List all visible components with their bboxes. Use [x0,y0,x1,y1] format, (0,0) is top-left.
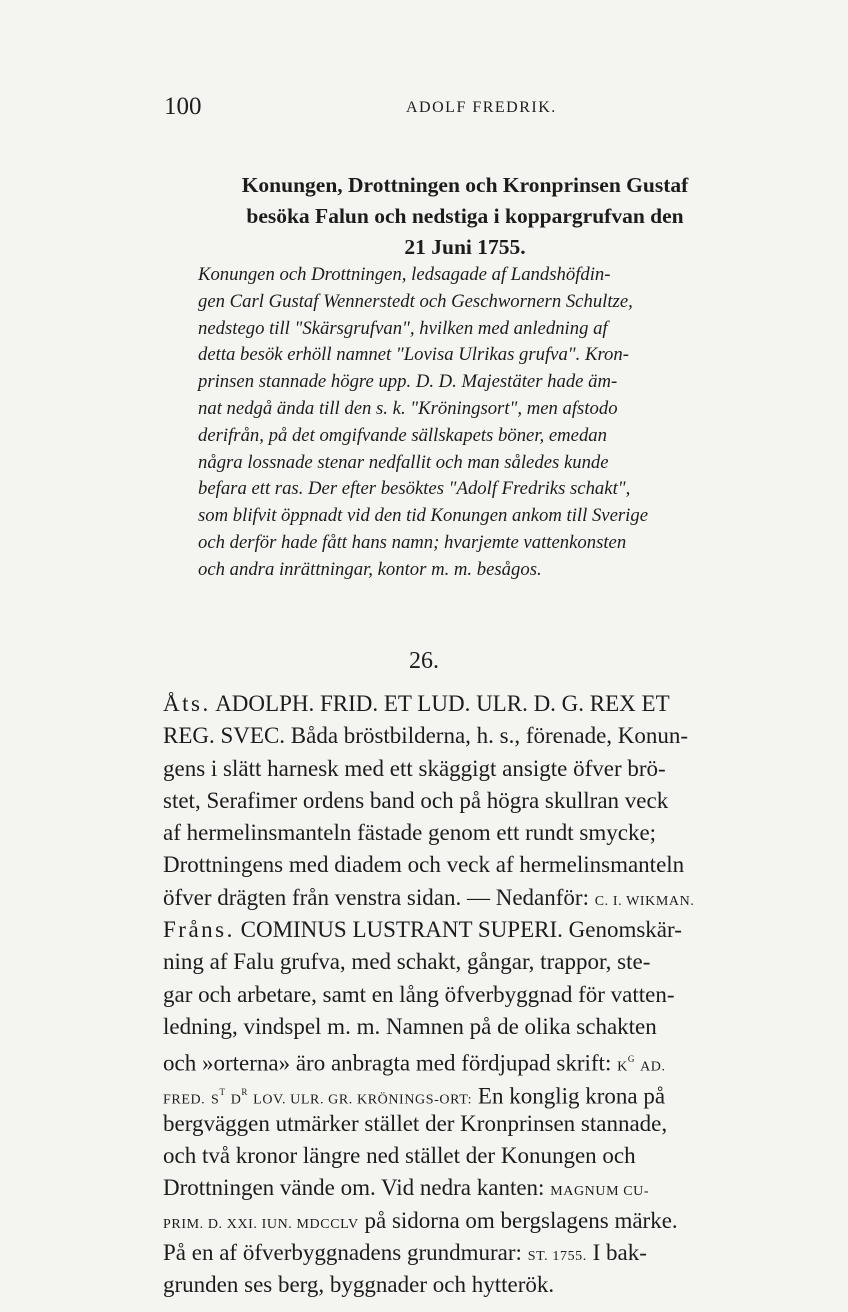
medal-description [163,688,828,1302]
reverse-line: grunden ses berg, byggnader och hytterök. [163,1272,555,1298]
reverse-label: Fråns. [163,917,235,943]
description-line: gen Carl Gustaf Wennerstedt och Geschwornern Schultze, [198,290,633,312]
obverse-legend-end: REG. SVEC. [163,723,286,749]
obverse-line: REG. SVEC. Båda bröstbilderna, h. s., förenade, Konun- [163,723,689,749]
obverse-line: öfver drägten från venstra sidan. — Nedanför: C. I. WIKMAN. [163,884,695,910]
heading-line: besöka Falun och nedstiga i koppargrufvan den [246,204,684,228]
description-line: Konungen och Drottningen, ledsagade af Landshöfdin- [198,264,611,285]
reverse-line: och två kronor längre ned stället der Konungen och [163,1143,636,1169]
reverse-line: ledning, vindspel m. m. Namnen på de olika schakten [163,1013,657,1039]
heading-line: 21 Juni 1755. [404,235,526,259]
obverse-line: af hermelinsmanteln fästade genom ett rundt smycke; [163,820,657,846]
description-line: som blifvit öppnadt vid den tid Konungen ankom till Sverige [198,505,648,527]
description-line: och andra inrättningar, kontor m. m. besågos. [198,558,542,580]
running-head [0,93,848,123]
description-line: befara ett ras. Der efter besöktes "Adolf Fredriks schakt", [198,478,631,500]
reverse-legend: COMINUS LUSTRANT SUPERI. [240,917,563,943]
reverse-line: Drottningen vände om. Vid nedra kanten: MAGNUM CU- [163,1175,650,1201]
reverse-line: FRED. $S^T$ $D^R$ LOV. ULR. GR. KRÖNINGS-ORT: En konglig krona på [163,1083,666,1109]
obverse-legend: ADOLPH. FRID. ET LUD. ULR. D. G. REX ET [215,691,670,716]
description-line: derifrån, på det omgifvande sällskapets böner, emedan [198,424,607,446]
heading-line: Konungen, Drottningen och Kronprinsen Gustaf [241,173,689,197]
event-description [198,262,758,584]
reverse-line: ning af Falu grufva, med schakt, gångar, trappor, ste- [163,949,651,975]
section-heading [200,170,730,263]
reverse-line: PRIM. D. XXI. IUN. MDCCLV på sidorna om bergslagens märke. [163,1207,678,1233]
obverse-line [163,688,828,720]
obverse-line: gens i slätt harnesk med ett skäggigt ansigte öfver brö- [163,755,666,781]
description-line: nat nedgå ända till den s. k. "Kröningsort", men afstodo [198,397,618,419]
description-line: prinsen stannade högre upp. D. D. Majestäter hade äm- [198,371,618,393]
reverse-line: gar och arbetare, samt en lång öfverbyggnad för vatten- [163,981,675,1007]
description-line: detta besök erhöll namnet "Lovisa Ulrikas grufva". Kron- [198,344,629,366]
page-number: 100 [164,93,202,120]
reverse-line: bergväggen utmärker stället der Kronprinsen stannade, [163,1110,668,1136]
medal-number: 26. [409,648,439,674]
reverse-line: På en af öfverbyggnadens grundmurar: ST. 1755. I bak- [163,1240,647,1266]
description-line: några lossnade stenar nedfallit och man således kunde [198,451,609,473]
engraver-signature: C. I. WIKMAN. [594,893,695,909]
description-line: nedstego till "Skärsgrufvan", hvilken med anledning af [198,317,608,339]
reverse-line: och »orterna» äro anbragta med fördjupad skrift: $K^G$ AD. [163,1050,666,1076]
obverse-line: stet, Serafimer ordens band och på högra skullran veck [163,787,669,813]
reverse-line: Fråns. COMINUS LUSTRANT SUPERI. Genomskär- [163,917,682,943]
obverse-line: Drottningens med diadem och veck af hermelinsmanteln [163,852,685,878]
description-line: och derför hade fått hans namn; hvarjemte vattenkonsten [198,531,627,553]
obverse-label: Åts. [163,691,211,716]
running-title: ADOLF FREDRIK. [406,99,557,116]
